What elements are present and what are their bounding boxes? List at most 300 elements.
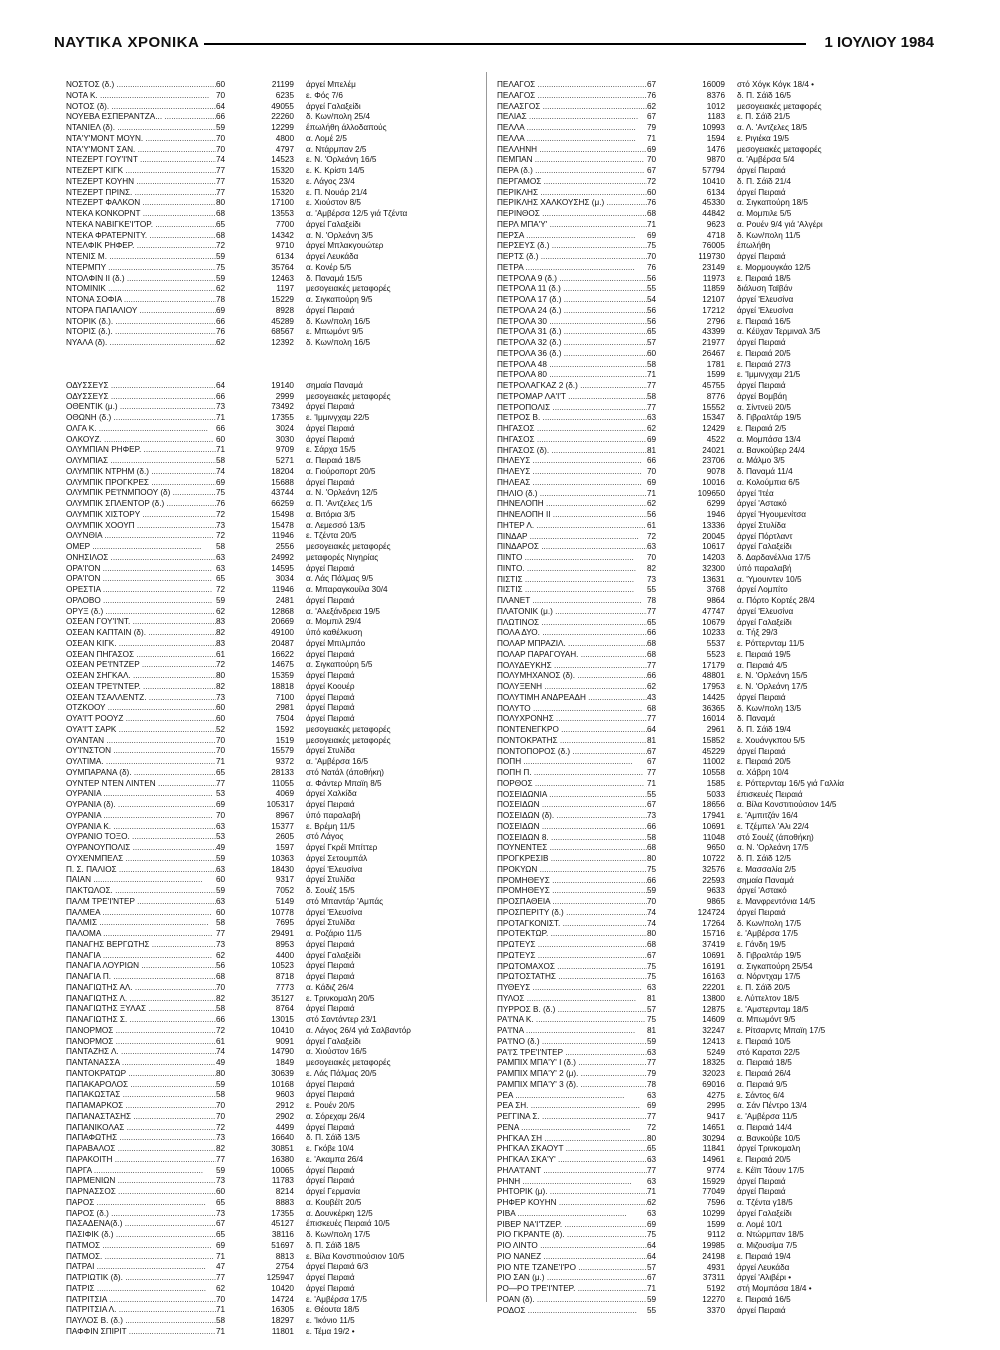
ship-status: α. Κουβέϊτ 20/5 <box>306 1197 362 1207</box>
build-year: 67 <box>647 166 657 175</box>
ship-row <box>66 102 486 113</box>
tonnage: 18204 <box>271 466 294 476</box>
build-year: 69 <box>216 800 226 809</box>
ship-status: άργεί 'Ελευσίνα <box>737 305 794 315</box>
build-year: 66 <box>216 423 226 433</box>
ship-row <box>497 510 917 521</box>
tonnage: 8813 <box>275 1251 294 1261</box>
tonnage: 37419 <box>702 940 725 949</box>
ship-name: ΟΥΑΝΤΑΝ ..... <box>66 736 216 747</box>
ship-status: α. Σίντνεϋ 20/5 <box>737 402 791 412</box>
header-rule <box>204 43 806 45</box>
build-year: 69 <box>216 1240 226 1250</box>
tonnage: 8214 <box>275 1187 294 1196</box>
ship-name: ΠΑΠΑΜΑΡΚΟΣ ..... <box>66 1101 216 1112</box>
tonnage: 32300 <box>702 563 725 573</box>
issue-date: 1 ΙΟΥΛΙΟΥ 1984 <box>824 34 934 51</box>
build-year: 71 <box>216 445 226 455</box>
tonnage: 15552 <box>702 402 725 412</box>
build-year: 71 <box>216 757 226 766</box>
ship-row <box>66 671 486 682</box>
build-year: 60 <box>647 348 657 358</box>
ship-status: δ. Παναμά 11/4 <box>737 467 793 476</box>
ship-status: ε. Ριγιέκα 19/5 <box>737 133 789 143</box>
build-year: 56 <box>647 305 657 315</box>
ship-name: ΠΕΤΡΟΣ Β. ..... <box>497 413 647 424</box>
ship-name: ΠΑΛΟΜΑ ..... <box>66 929 216 940</box>
build-year: 71 <box>647 778 657 788</box>
ship-name: ΟΤΖΚΟΟΥ ..... <box>66 703 216 714</box>
ship-status: α. Μομπάσα 13/4 <box>737 434 801 444</box>
build-year: 68 <box>647 703 657 713</box>
ship-row <box>66 467 486 478</box>
ship-name: ΝΟΤΑ Κ. ..... <box>66 91 216 102</box>
build-year: 68 <box>647 639 657 648</box>
ship-status: άργεί Πειραιά <box>737 1176 786 1186</box>
tonnage: 22593 <box>702 875 725 885</box>
tonnage: 14724 <box>271 1294 294 1304</box>
ship-row <box>66 166 486 177</box>
ship-row <box>66 1047 486 1058</box>
tonnage: 35127 <box>271 993 294 1003</box>
ship-row <box>497 392 917 403</box>
ship-name: ΠΟΣΕΙΔΩΝ 8. ..... <box>497 833 647 844</box>
tonnage: 10691 <box>702 950 725 960</box>
ship-name: ΡΙΟ ΓΚΡΑΝΤΕ (δ). ..... <box>497 1230 647 1241</box>
ship-name: ΟΡΕΣΤΙΑ ..... <box>66 585 216 596</box>
ship-status: άργεί Λευκάδα <box>306 252 359 261</box>
tonnage: 7504 <box>275 714 294 723</box>
tonnage: 45755 <box>702 381 725 390</box>
build-year: 75 <box>647 864 657 874</box>
ship-name: ΡΙΟ ΝΤΕ ΤΖΑΝΕ'Ι'ΡΟ ..... <box>497 1263 647 1274</box>
ship-status: ε. Μπωμόντ 9/5 <box>306 327 364 337</box>
ship-status: άργεί Πειραιά <box>306 714 355 723</box>
ship-name: ΝΤΕΝΙΣ Μ. ..... <box>66 252 216 263</box>
ship-status: α. Πειραιά 18/5 <box>306 456 361 465</box>
ship-status: άργεί 'Ελευσίνα <box>737 295 794 304</box>
tonnage: 12413 <box>702 1036 725 1046</box>
tonnage: 4797 <box>275 144 294 154</box>
ship-name: ΝΤΕΛΦΙΚ ΡΗΦΕΡ. ..... <box>66 241 216 252</box>
build-year: 54 <box>647 295 657 304</box>
build-year: 74 <box>647 907 657 917</box>
tonnage: 68567 <box>271 327 294 337</box>
ship-status: άργεί Γαλαξείδι <box>306 1036 361 1046</box>
ship-status: ε. Γάνδη 19/5 <box>737 940 786 949</box>
tonnage: 10617 <box>702 542 725 552</box>
ship-row <box>66 1176 486 1187</box>
ship-status: δ. Π. Σάϊδ 12/5 <box>737 854 791 863</box>
build-year: 67 <box>647 757 657 767</box>
ship-row <box>497 682 917 693</box>
tonnage: 45229 <box>702 746 725 756</box>
build-year: 59 <box>216 853 226 863</box>
ship-status: α. Κέϋχαν Τερμιναλ 3/5 <box>737 327 821 337</box>
ship-name: ΠΑΝΑΓΙΑ ΛΟΥΡΙΩΝ ..... <box>66 961 216 972</box>
build-year: 81 <box>647 735 657 745</box>
tonnage: 2796 <box>706 316 725 326</box>
ship-row <box>497 607 917 618</box>
build-year: 63 <box>216 563 226 573</box>
tonnage: 11002 <box>702 757 725 767</box>
ship-name: ΠΑΣΑΔΕΝΑ(δ.) ..... <box>66 1219 216 1230</box>
ship-status: άργεί 'Ελευσίνα <box>306 864 363 874</box>
tonnage: 16009 <box>702 80 725 89</box>
ship-status: άργεί Πειραιά <box>306 402 355 412</box>
tonnage: 11801 <box>271 1326 294 1336</box>
ship-name: ΝΤΕΖΕΡΤ ΚΙΓΚ ..... <box>66 166 216 177</box>
ship-name: ΝΤΕΚΑ ΦΡΑΤΕΡΝΙΤΥ. ..... <box>66 231 216 242</box>
ship-status: α. Μιζουσίμα 7/5 <box>737 1241 797 1250</box>
ship-name: ΠΟΛΥΧΡΟΝΗΣ ..... <box>497 714 647 725</box>
tonnage: 43399 <box>702 327 725 337</box>
tonnage: 44842 <box>702 209 725 218</box>
ship-name: ΟΛΥΝΘΙΑ ..... <box>66 531 216 542</box>
ship-status: ε. Σάρχα 15/5 <box>306 445 356 455</box>
ship-row <box>497 843 917 854</box>
ship-row <box>66 478 486 489</box>
build-year: 67 <box>647 1273 657 1283</box>
build-year: 63 <box>647 542 657 552</box>
ship-status: α. Πόρτο Κορτές 28/4 <box>737 596 815 605</box>
ship-status: α. Μομπιλ 29/4 <box>306 617 362 627</box>
ship-row <box>66 940 486 951</box>
ship-row <box>497 800 917 811</box>
tonnage: 9417 <box>706 1112 725 1121</box>
build-year: 62 <box>647 1198 657 1207</box>
tonnage: 9709 <box>275 445 294 455</box>
build-year: 67 <box>647 80 657 89</box>
tonnage: 24992 <box>271 552 294 562</box>
ship-status: α. Σιγκαπούρη 9/5 <box>306 295 373 304</box>
ship-name: ΠΗΝΕΛΟΠΗ ΙΙ ..... <box>497 510 647 521</box>
ship-name: ΠΗΓΑΣΟΣ ..... <box>497 435 647 446</box>
ship-name: ΠΑΛΜΙΣ ..... <box>66 918 216 929</box>
ship-name: ΡΕΑ ΣΗ. ..... <box>497 1101 647 1112</box>
ship-status: α. Χάβρη 10/4 <box>737 768 789 777</box>
ship-row <box>497 886 917 897</box>
build-year: 63 <box>647 1047 657 1057</box>
ship-row <box>497 983 917 994</box>
ship-name: ΝΤΟΡΙΣ (δ.). ..... <box>66 327 216 338</box>
ship-status: άργεί 'Ελευσίνα <box>737 606 794 616</box>
build-year: 66 <box>216 1015 226 1024</box>
build-year: 61 <box>647 520 657 530</box>
ship-status: α. Λ. 'Αντζελες 18/5 <box>737 123 808 132</box>
ship-status: ε. Ν. 'Ορλεάνη 15/5 <box>737 671 808 681</box>
ship-status: άργεί Πειραιά <box>737 187 786 197</box>
ship-name: ΟΛΥΜΠΙΑΝ ΡΗΦΕΡ. ..... <box>66 445 216 456</box>
page-header <box>54 34 934 64</box>
tonnage: 14203 <box>702 553 725 562</box>
ship-row <box>66 994 486 1005</box>
ship-row <box>497 1252 917 1263</box>
ship-row <box>497 198 917 209</box>
tonnage: 19140 <box>271 380 294 390</box>
ship-row <box>497 155 917 166</box>
ship-name: ΠΑΡΑΚΟΙΤΗ ..... <box>66 1155 216 1166</box>
build-year: 71 <box>216 1251 226 1261</box>
ship-row <box>497 671 917 682</box>
tonnage: 15320 <box>271 187 294 197</box>
ship-status: άργεί Πειραιά 6/3 <box>306 1262 369 1272</box>
ship-status: άργεί Γαλαξείδι <box>737 617 792 627</box>
tonnage: 2754 <box>275 1262 294 1272</box>
build-year: 76 <box>216 327 226 337</box>
tonnage: 26467 <box>702 348 725 358</box>
build-year: 72 <box>647 176 657 186</box>
ship-name: ΠΟΡΘΟΣ ..... <box>497 779 647 790</box>
build-year: 73 <box>216 1133 226 1143</box>
build-year: 77 <box>216 778 226 788</box>
tonnage: 45127 <box>271 1219 294 1229</box>
ship-status: ε. 'Αμστερνταμ 18/5 <box>737 1004 809 1014</box>
ship-status: δ. Κων/πολη 11/5 <box>737 230 801 240</box>
tonnage: 12299 <box>271 123 294 132</box>
ship-name: ΠΑΝΑΓΙΩΤΗΣ Σ. ..... <box>66 1015 216 1026</box>
ship-name: ΠΕΤΡΟΛΑ 80 ..... <box>497 370 647 381</box>
ship-status: άργεί Πειραιά <box>737 692 786 702</box>
ship-row <box>497 467 917 478</box>
ship-list-block-p-r <box>497 80 917 1316</box>
ship-name: ΠΑΣΙΦΙΚ (δ.) ..... <box>66 1230 216 1241</box>
block-gap <box>66 349 486 381</box>
tonnage: 15929 <box>702 1176 725 1186</box>
ship-name: ΠΕΤΡΟΛΑΓΚΑΖ 2 (δ.) ..... <box>497 381 647 392</box>
ship-status: ε. Ν. 'Ορλεάνη 17/5 <box>737 682 808 691</box>
tonnage: 8967 <box>275 810 294 820</box>
tonnage: 10679 <box>702 617 725 627</box>
ship-status: άργεί Στυλίδα <box>737 520 786 530</box>
tonnage: 2981 <box>275 703 294 713</box>
ship-status: ε. 'Αμπιτζάν 16/4 <box>737 811 798 820</box>
ship-name: ΠΗΛΙΟ (δ.) ..... <box>497 489 647 500</box>
ship-name: ΡΙΒΑ ..... <box>497 1209 647 1220</box>
tonnage: 36365 <box>702 703 725 713</box>
ship-row <box>66 1133 486 1144</box>
tonnage: 4400 <box>275 950 294 960</box>
build-year: 79 <box>647 1069 657 1078</box>
ship-row <box>66 521 486 532</box>
ship-name: ΠΕΤΡΟΛΑ 36 (δ.) ..... <box>497 349 647 360</box>
ship-status: ε. Ρόττερνταμ 16/5 γιά Γαλλία <box>737 778 844 788</box>
build-year: 73 <box>647 811 657 820</box>
build-year: 77 <box>216 929 226 938</box>
ship-row <box>66 650 486 661</box>
tonnage: 38116 <box>271 1230 294 1239</box>
ship-status: α. Μομπιλε 5/5 <box>737 209 792 218</box>
ship-row <box>497 972 917 983</box>
ship-name: ΟΛΥΜΠΙΑΣ ..... <box>66 456 216 467</box>
tonnage: 7695 <box>275 918 294 928</box>
ship-row <box>66 220 486 231</box>
tonnage: 51697 <box>271 1240 294 1250</box>
ship-status: ύπό καθέλκυση <box>306 628 363 637</box>
ship-name: ΝΤΕΚΑ ΚΟΝΚΟΡΝΤ ..... <box>66 209 216 220</box>
ship-status: ε. Γκόβε 10/4 <box>306 1144 354 1153</box>
ship-status: ε. 'Αμβέρσα 17/5 <box>306 1294 367 1304</box>
ship-name: ΠΟΛΥΜΗΧΑΝΟΣ (δ). ..... <box>497 671 647 682</box>
tonnage: 3768 <box>706 585 725 595</box>
tonnage: 22260 <box>271 112 294 122</box>
tonnage: 21977 <box>702 338 725 347</box>
ship-name: ΟΥΛΤΙΜΑ. ..... <box>66 757 216 768</box>
ship-name: ΠΕΛΑΓΟΣ ..... <box>497 91 647 102</box>
ship-row <box>66 929 486 940</box>
tonnage: 10722 <box>702 854 725 863</box>
ship-status: έπισκευές Πειραιά <box>737 789 803 799</box>
ship-row <box>66 1241 486 1252</box>
ship-name: ΠΑΡΟΣ (δ.) ..... <box>66 1209 216 1220</box>
build-year: 80 <box>216 1068 226 1078</box>
build-year: 60 <box>216 907 226 917</box>
ship-row <box>497 317 917 328</box>
ship-name: ΟΛΥΜΠΙΚ ΡΕ'Ι'ΝΜΠΟΟΥ (δ) ..... <box>66 488 216 499</box>
ship-name: ΝΤΕΖΕΡΤ ΚΟΥΗΝ ..... <box>66 177 216 188</box>
tonnage: 5537 <box>706 639 725 648</box>
tonnage: 18297 <box>271 1316 294 1325</box>
build-year: 68 <box>647 649 657 659</box>
tonnage: 16305 <box>271 1305 294 1315</box>
ship-name: ΟΛΥΜΠΙΚ ΠΡΟΓΚΡΕΣ ..... <box>66 478 216 489</box>
tonnage: 9633 <box>706 886 725 896</box>
build-year: 71 <box>647 488 657 498</box>
build-year: 59 <box>647 886 657 896</box>
ship-status: ε. Σάντος 6/4 <box>737 1090 785 1100</box>
ship-row <box>66 1295 486 1306</box>
tonnage: 17100 <box>271 198 294 208</box>
ship-status: ε. Πειραιά 10/5 <box>737 1036 791 1046</box>
ship-name: ΟΛΥΜΠΙΚ ΧΟΟΥΠ ..... <box>66 521 216 532</box>
ship-name: ΠΕΛΑΣΓΟΣ ..... <box>497 102 647 113</box>
publication-title: ΝΑΥΤΙΚΑ ΧΡΟΝΙΚΑ <box>54 34 200 51</box>
ship-row <box>66 832 486 843</box>
ship-row <box>497 865 917 876</box>
ship-row <box>66 145 486 156</box>
ship-name: ΠΥΘΕΥΣ ..... <box>497 983 647 994</box>
build-year: 72 <box>216 660 226 670</box>
ship-name: ΟΣΕΑΝ ΣΗΓΚΑΛ. ..... <box>66 671 216 682</box>
build-year: 58 <box>216 918 226 928</box>
ship-row <box>66 660 486 671</box>
ship-row <box>497 1144 917 1155</box>
tonnage: 6235 <box>275 90 294 100</box>
build-year: 59 <box>216 1165 226 1175</box>
build-year: 58 <box>216 456 226 465</box>
build-year: 73 <box>216 939 226 949</box>
tonnage: 28133 <box>271 767 294 777</box>
tonnage: 15579 <box>271 746 294 756</box>
build-year: 69 <box>647 230 657 240</box>
ship-name: ΟΣΕΑΝ ΚΙΓΚ. ..... <box>66 639 216 650</box>
ship-row <box>497 1091 917 1102</box>
build-year: 68 <box>216 972 226 981</box>
ship-status: άργεί Πειραιά <box>306 972 355 981</box>
ship-row <box>497 1037 917 1048</box>
build-year: 59 <box>216 252 226 261</box>
ship-status: άργεί Πειραιά <box>306 434 355 444</box>
ship-row <box>66 800 486 811</box>
tonnage: 12868 <box>271 606 294 616</box>
ship-row <box>497 1295 917 1306</box>
build-year: 59 <box>647 1294 657 1304</box>
ship-name: ΠΑΤΜΟΣ. ..... <box>66 1252 216 1263</box>
build-year: 80 <box>647 1133 657 1143</box>
build-year: 63 <box>647 1090 657 1100</box>
build-year: 76 <box>647 262 657 272</box>
build-year: 63 <box>216 552 226 562</box>
tonnage: 14609 <box>702 1015 725 1025</box>
ship-row <box>497 736 917 747</box>
tonnage: 10558 <box>702 768 725 777</box>
build-year: 63 <box>647 1176 657 1186</box>
ship-name: ΠΑΤΡΙΤΣΙΑ ..... <box>66 1295 216 1306</box>
ship-name: ΠΗΛΕΥΣ ..... <box>497 467 647 478</box>
build-year: 72 <box>647 531 657 541</box>
ship-status: άργεί Σετουμπάλ <box>306 853 368 863</box>
ship-row <box>497 994 917 1005</box>
ship-row <box>66 155 486 166</box>
tonnage: 7596 <box>706 1198 725 1207</box>
ship-name: ΟΛΥΜΠΙΚ ΣΠΛΕΝΤΟΡ (δ.) ..... <box>66 499 216 510</box>
build-year: 62 <box>647 101 657 111</box>
ship-row <box>66 1015 486 1026</box>
build-year: 73 <box>216 1208 226 1218</box>
tonnage: 3034 <box>275 574 294 584</box>
ship-status: μεσογειακές μεταφορές <box>306 542 391 551</box>
ship-row <box>66 317 486 328</box>
build-year: 66 <box>647 875 657 885</box>
build-year: 72 <box>216 1122 226 1132</box>
build-year: 80 <box>647 854 657 863</box>
build-year: 63 <box>647 1155 657 1164</box>
ship-row <box>497 424 917 435</box>
ship-name: ΠΑΚΤΩΛΟΣ. ..... <box>66 886 216 897</box>
ship-row <box>497 876 917 887</box>
ship-row <box>497 209 917 220</box>
build-year: 73 <box>216 520 226 530</box>
tonnage: 66259 <box>271 499 294 508</box>
ship-name: ΠΑΝΟΡΜΟΣ ..... <box>66 1037 216 1048</box>
tonnage: 11048 <box>702 832 725 842</box>
build-year: 72 <box>216 509 226 519</box>
ship-name: ΟΡΑ'Ι'ΟΝ ..... <box>66 574 216 585</box>
ship-name: ΠΟΛΑΡ ΜΠΡΑΖΙΛ. ..... <box>497 639 647 650</box>
tonnage: 1594 <box>706 133 725 143</box>
ship-status: ε. 'Αμβέρσα 11/5 <box>737 1112 798 1121</box>
ship-status: α. Ν. 'Ορλεάνη 3/5 <box>306 230 373 240</box>
build-year: 64 <box>216 380 226 390</box>
ship-status: άργεί Πειραιά <box>737 166 786 175</box>
ship-status: ε. Πειραιά 20/5 <box>737 348 791 358</box>
tonnage: 16622 <box>271 649 294 659</box>
tonnage: 8883 <box>275 1197 294 1207</box>
ship-name: ΠΟΛΥΤΟ ..... <box>497 704 647 715</box>
tonnage: 10016 <box>702 477 725 487</box>
ship-name: ΡΑ'Ι'Σ ΤΡΕ'Ι'ΝΤΕΡ ..... <box>497 1048 647 1059</box>
ship-name: ΟΔΥΣΣΕΥΣ ..... <box>66 381 216 392</box>
build-year: 53 <box>216 789 226 799</box>
tonnage: 18818 <box>271 681 294 691</box>
ship-name: ΠΡΟΓΚΡΕΣΙΒ ..... <box>497 854 647 865</box>
tonnage: 12107 <box>702 295 725 304</box>
ship-row <box>66 1252 486 1263</box>
ship-row <box>66 1080 486 1091</box>
build-year: 73 <box>647 574 657 584</box>
tonnage: 4931 <box>706 1262 725 1272</box>
tonnage: 109650 <box>697 488 725 498</box>
